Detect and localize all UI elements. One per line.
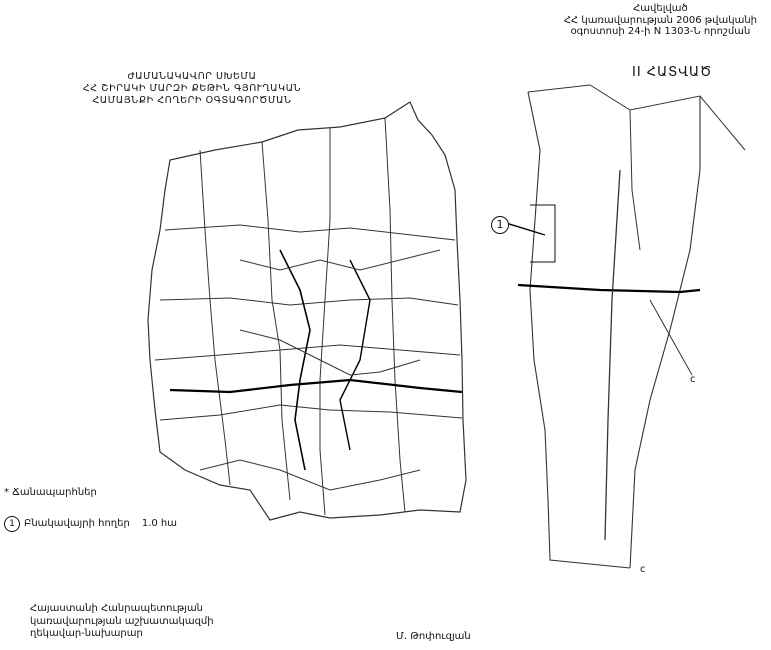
approval-line-1: Հավելված — [633, 3, 688, 14]
scheme-title-line-3: ՀԱՄԱՅՆՔԻ ՀՈՂԵՐԻ ՕԳՏԱԳՈՐԾՄԱՆ — [92, 94, 292, 106]
map-label-c-upper: c — [690, 374, 696, 385]
signer-block — [30, 604, 214, 642]
approval-line-2: ՀՀ կառավարության 2006 թվականի — [563, 14, 757, 26]
part-title: II ՀԱՏՎԱԾ — [632, 65, 713, 80]
legend-settlement-scale: 1.0 հա — [141, 517, 177, 529]
map-label-c-lower: c — [640, 564, 646, 575]
part-two-map — [506, 85, 745, 568]
legend-settlement-label: Բնակավայրի հողեր — [24, 517, 130, 529]
legend-roads: * Ճանապարհներ — [4, 487, 97, 498]
approval-line-3: օգոստոսի 24-ի N 1303-Ն որոշման — [570, 26, 751, 37]
legend-settlement — [4, 516, 177, 532]
scheme-title-line-2: ՀՀ ՇԻՐԱԿԻ ՄԱՐԶԻ ՔԵԹԻՆ ԳՅՈՒՂԱԿԱՆ — [82, 82, 302, 94]
signature-name: Մ. Թոփուզյան — [396, 631, 471, 642]
legend-marker-icon: 1 — [4, 516, 20, 532]
plot-marker-1: 1 — [491, 216, 509, 234]
scheme-title-line-1: ԺԱՄԱՆԱԿԱՎՈՐ ՍԽԵՄԱ — [127, 71, 257, 82]
signer-line-1: Հայաստանի Հանրապետության — [30, 603, 204, 614]
main-map — [148, 102, 466, 520]
signer-line-3: ղեկավար-նախարար — [30, 628, 143, 639]
signer-line-2: կառավարության աշխատակազմի — [30, 615, 214, 627]
